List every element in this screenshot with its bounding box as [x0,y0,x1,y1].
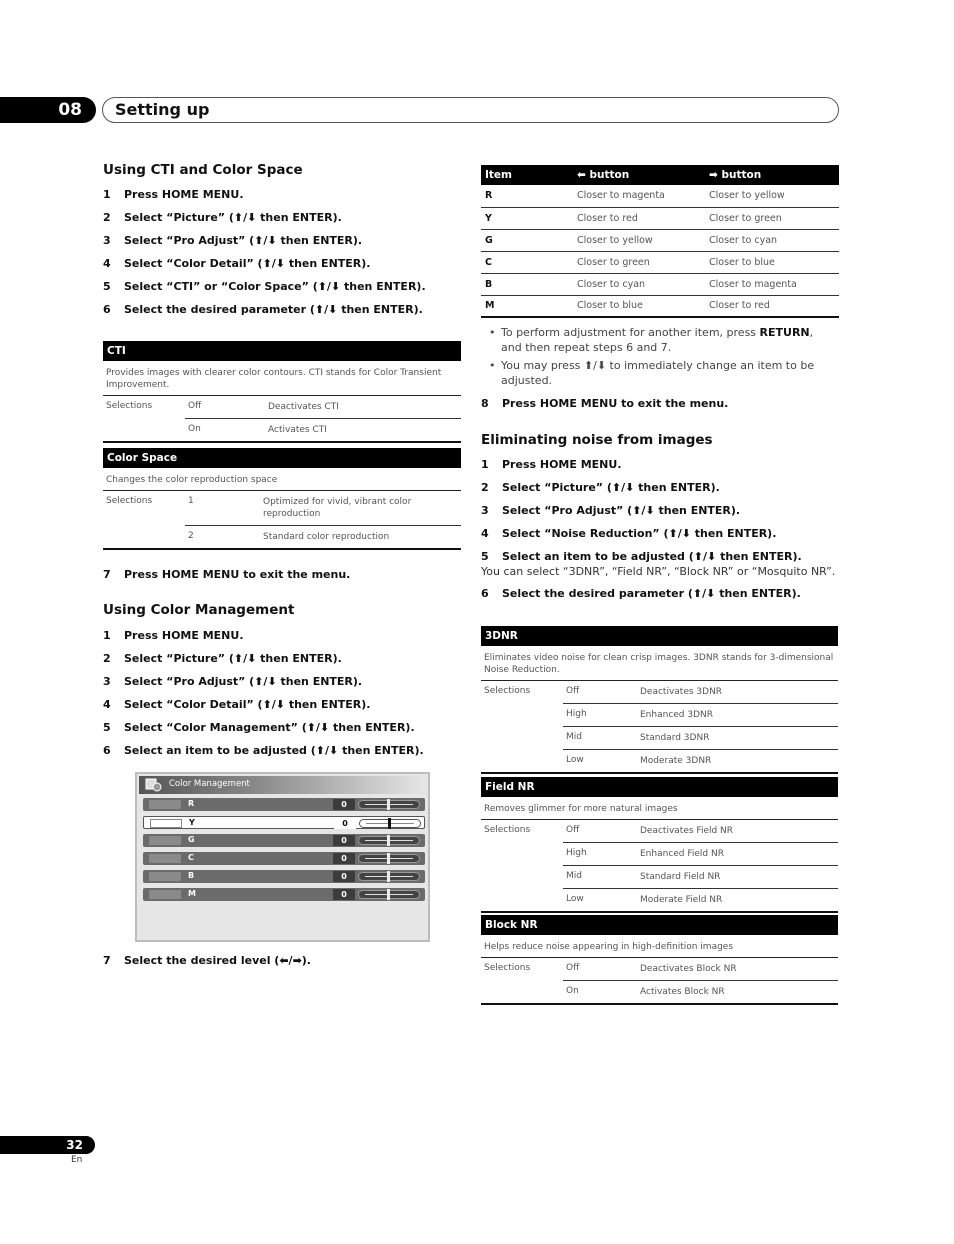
chapter-title: Setting up [102,97,839,123]
option-value: Off [566,686,580,696]
cm-step-7: 7 Select the desired level (⬅/➡). [103,954,311,967]
section-title-color-management: Using Color Management [103,602,295,618]
option-description: Deactivates CTI [268,402,339,412]
slider-knob [387,853,390,864]
language-label: En [71,1155,83,1165]
osd-row-b [143,870,425,883]
table-row: R Closer to magenta Closer to yellow [481,185,839,207]
osd-row-c [143,852,425,865]
option-value: Off [188,401,202,411]
step-item: 4 Select “Color Detail” (⬆/⬇ then ENTER). [103,257,371,270]
cti-step-7: 7 Press HOME MENU to exit the menu. [103,568,351,581]
osd-row-value: 0 [334,818,356,829]
chapter-number: 08 [0,97,96,123]
option-description: Moderate Field NR [640,895,723,905]
noise-step-6: 6 Select the desired parameter (⬆/⬇ then ENTER). [481,587,801,600]
step-item: 2 Select “Picture” (⬆/⬇ then ENTER). [103,211,342,224]
note-item: • To perform adjustment for another item, press RETURN, and then repeat steps 6 and 7. [481,325,836,355]
osd-row-label: C [188,853,194,862]
noise-steps-list [481,458,802,565]
option-description: Standard Field NR [640,872,721,882]
step-8: 8 Press HOME MENU to exit the menu. [481,397,729,410]
color-item-table [481,165,839,318]
colorspace-info-box [103,448,461,550]
box-title: Field NR [481,777,838,797]
box-description: Removes glimmer for more natural images [481,797,838,820]
cti-info-box [103,341,461,443]
table-row: Y Closer to red Closer to green [481,207,839,229]
option-value: On [566,986,579,996]
osd-slider [358,854,420,863]
box-description: Provides images with clearer color contours. CTI stands for Color Transient Improvement. [103,361,461,396]
slider-knob [387,835,390,846]
field-nr-info-box [481,777,838,913]
step-item: 1 Press HOME MENU. [481,458,622,471]
color-management-icon [145,777,163,793]
step-item: 6 Select an item to be adjusted (⬆/⬇ then ENTER). [103,744,424,757]
color-swatch [150,819,182,828]
cm-steps-list [103,629,424,767]
step-item: 1 Press HOME MENU. [103,188,244,201]
step-item: 5 Select an item to be adjusted (⬆/⬇ then ENTER). [481,550,802,563]
osd-header [139,776,426,794]
selections-label: Selections [484,686,531,696]
notes-list [481,325,836,391]
osd-row-label: Y [189,818,195,827]
table-header: ⬅ button [573,165,705,185]
osd-slider [358,872,420,881]
option-description: Deactivates Block NR [640,964,737,974]
section-title-cti: Using CTI and Color Space [103,162,303,178]
option-value: High [566,848,587,858]
step-item: 3 Select “Pro Adjust” (⬆/⬇ then ENTER). [103,234,363,247]
table-row: G Closer to yellow Closer to cyan [481,229,839,251]
step-item: 6 Select the desired parameter (⬆/⬇ then ENTER). [103,303,423,316]
table-row: C Closer to green Closer to blue [481,251,839,273]
osd-title: Color Management [169,779,250,789]
step-item: 5 Select “CTI” or “Color Space” (⬆/⬇ then ENTER). [103,280,426,293]
option-description: Enhanced 3DNR [640,710,714,720]
osd-row-r [143,798,425,811]
step-item: 4 Select “Color Detail” (⬆/⬇ then ENTER). [103,698,371,711]
block-nr-info-box [481,915,838,1005]
step-item: 2 Select “Picture” (⬆/⬇ then ENTER). [481,481,720,494]
osd-row-label: M [188,889,196,898]
option-description: Standard 3DNR [640,733,710,743]
osd-row-value: 0 [333,835,355,846]
option-description: Standard color reproduction [263,532,390,542]
option-value: Mid [566,732,582,742]
section-title-noise: Eliminating noise from images [481,432,713,448]
selections-label: Selections [106,401,153,411]
option-value: 1 [188,496,194,506]
color-swatch [149,872,181,881]
osd-row-value: 0 [333,889,355,900]
table-header: Item [481,165,573,185]
osd-row-label: B [188,871,195,880]
color-swatch [149,800,181,809]
step-item: 5 Select “Color Management” (⬆/⬇ then ENTER). [103,721,415,734]
color-swatch [149,854,181,863]
table-row: B Closer to cyan Closer to magenta [481,273,839,295]
color-management-osd [135,772,430,942]
box-description: Eliminates video noise for clean crisp images. 3DNR stands for 3-dimensional Noise Reduction. [481,646,838,681]
option-value: Low [566,894,584,904]
selections-label: Selections [106,496,153,506]
selections-label: Selections [484,963,531,973]
option-description: Optimized for vivid, vibrant color reproduction [263,497,412,519]
osd-slider [359,819,421,828]
option-description: Activates Block NR [640,987,725,997]
box-title: Block NR [481,915,838,935]
step-item: 3 Select “Pro Adjust” (⬆/⬇ then ENTER). [481,504,741,517]
slider-knob [387,889,390,900]
osd-slider [358,800,420,809]
osd-row-label: R [188,799,195,808]
slider-knob [388,818,391,829]
box-description: Changes the color reproduction space [103,468,461,491]
noise-step-5-note: You can select “3DNR”, “Field NR”, “Block NR” or “Mosquito NR”. [481,565,836,578]
table-row: M Closer to blue Closer to red [481,295,839,317]
step-item: 3 Select “Pro Adjust” (⬆/⬇ then ENTER). [103,675,363,688]
option-value: 2 [188,531,194,541]
3dnr-info-box [481,626,838,774]
slider-knob [387,871,390,882]
osd-slider [358,890,420,899]
option-value: High [566,709,587,719]
color-swatch [149,836,181,845]
osd-row-label: G [188,835,195,844]
osd-row-value: 0 [333,853,355,864]
note-item: • You may press ⬆/⬇ to immediately change an item to be adjusted. [481,358,836,388]
box-title: Color Space [103,448,461,468]
option-description: Enhanced Field NR [640,849,724,859]
osd-row-m [143,888,425,901]
slider-knob [387,799,390,810]
option-value: On [188,424,201,434]
option-description: Moderate 3DNR [640,756,712,766]
step-item: 1 Press HOME MENU. [103,629,244,642]
osd-row-value: 0 [333,799,355,810]
color-swatch [149,890,181,899]
option-description: Deactivates Field NR [640,826,734,836]
table-header: ➡ button [705,165,839,185]
step-item: 2 Select “Picture” (⬆/⬇ then ENTER). [103,652,342,665]
selections-label: Selections [484,825,531,835]
osd-row-value: 0 [333,871,355,882]
osd-row-y [143,816,425,829]
option-description: Activates CTI [268,425,327,435]
option-description: Deactivates 3DNR [640,687,723,697]
option-value: Off [566,963,580,973]
osd-slider [358,836,420,845]
option-value: Mid [566,871,582,881]
box-description: Helps reduce noise appearing in high-definition images [481,935,838,958]
osd-row-g [143,834,425,847]
page-number: 32 [0,1136,95,1154]
table-header-row [481,165,839,185]
option-value: Off [566,825,580,835]
cti-steps-list [103,188,426,326]
box-title: CTI [103,341,461,361]
box-title: 3DNR [481,626,838,646]
option-value: Low [566,755,584,765]
step-item: 4 Select “Noise Reduction” (⬆/⬇ then ENTER). [481,527,777,540]
